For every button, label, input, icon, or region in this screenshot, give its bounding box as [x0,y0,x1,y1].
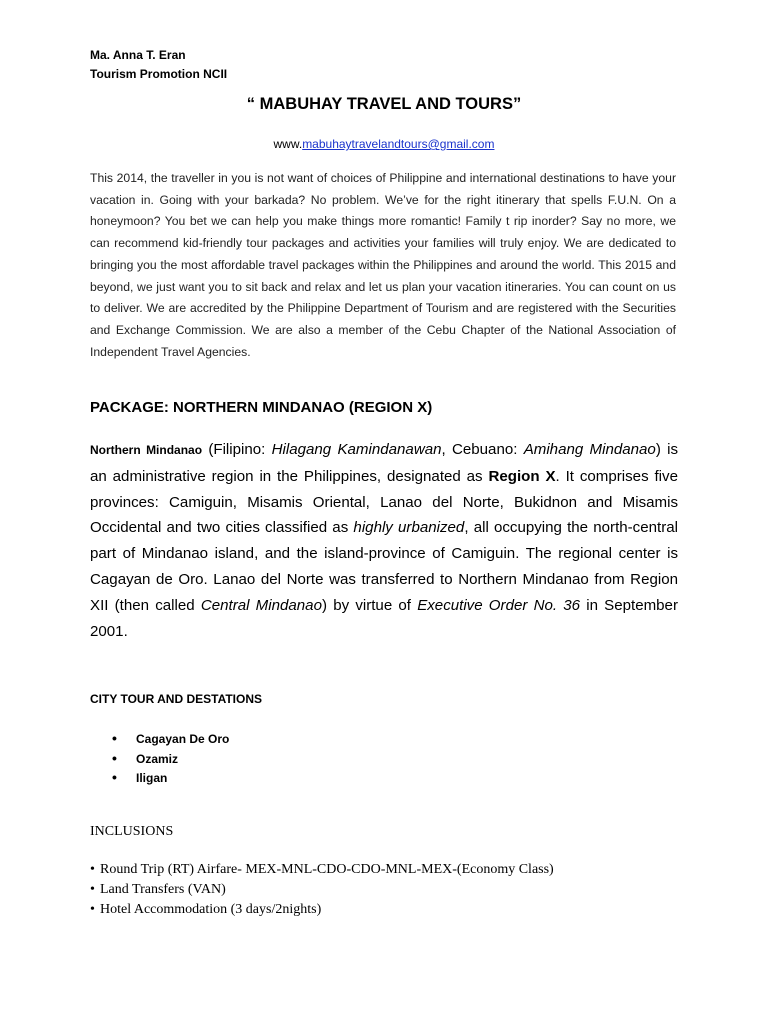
document-title: “ MABUHAY TRAVEL AND TOURS” [246,95,522,113]
bullet-icon: • [90,882,95,897]
inclusion-item: Hotel Accommodation (3 days/2nights) [100,902,322,917]
inclusions-list [90,860,554,920]
highly-urbanized: highly urbanized [353,519,465,537]
city-name: Ozamiz [136,751,179,766]
city-list [112,729,229,788]
region-paragraph [90,437,678,644]
bullet-icon: • [112,749,117,766]
inclusion-item: Land Transfers (VAN) [100,882,226,897]
bullet-icon: • [112,769,117,785]
inclusion-item: Round Trip (RT) Airfare- MEX-MNL-CDO-CDO-MNL-MEX-(Economy Class) [100,862,554,877]
region-designation: Region X [488,467,556,485]
website-link[interactable]: mabuhaytravelandtours@gmail.com [302,137,495,151]
author-name: Ma. Anna T. Eran [90,48,186,62]
bullet-icon: • [112,730,117,746]
region-text: (Filipino: [202,441,272,458]
inclusions-heading: INCLUSIONS [90,824,174,839]
city-name: Iligan [136,771,168,785]
region-lead: Northern Mindanao [90,443,203,457]
author-course: Tourism Promotion NCII [90,67,228,81]
executive-order: Executive Order No. 36 [417,596,581,614]
list-item [112,729,229,749]
list-item [90,900,554,920]
region-text: , all occupying the north-central part of Mindanao island, and the island-province of Camiguin. The regional center is Cagayan de Oro. Lanao del Norte was transferred to Northern Mindanao from Region XII (then called [90,519,678,614]
list-item [90,880,554,900]
region-text: , Cebuano: [441,441,524,458]
region-text: ) is an administrative region in the Philippines, designated as [90,441,678,485]
city-name: Cagayan De Oro [136,732,230,746]
city-tour-heading: CITY TOUR AND DESTATIONS [90,692,263,706]
package-heading: PACKAGE: NORTHERN MINDANAO (REGION X) [90,399,433,416]
region-text: . It comprises five provinces: Camiguin, Misamis Oriental, Lanao del Norte, Bukidnon and Misamis Occidental and two cities classified as [90,467,678,537]
website-line [0,137,768,151]
bullet-icon: • [90,862,95,877]
list-item [112,768,229,788]
region-text: in September 2001. [90,596,678,640]
list-item [90,860,554,880]
central-mindanao: Central Mindanao [200,596,322,614]
author-block [90,46,227,84]
intro-paragraph: This 2014, the traveller in you is not want of choices of Philippine and international destinations to have your vacation in. Going with your barkada? No problem. We’ve for the right itinerary that spells F.U.N. On a honeymoon? You bet we can help you make things more romantic! Family t rip inorder? Say no more, we can recommend kid-friendly tour packages and activities your families will truly enjoy. We are dedicated to bringing you the most affordable travel packages within the Philippines and around the world. This 2015 and beyond, we just want you to sit back and relax and let us plan your vacation itineraries. You can count on us to deliver. We are accredited by the Philippine Department of Tourism and are registered with the Securities and Exchange Commission. We are also a member of the Cebu Chapter of the National Association of Independent Travel Agencies. [90,171,676,359]
list-item [112,749,229,769]
cebuano-name: Amihang Mindanao [523,441,656,458]
filipino-name: Hilagang Kamindanawan [271,441,442,458]
region-text: ) by virtue of [321,596,418,614]
website-prefix: www. [273,137,303,151]
bullet-icon: • [90,902,95,917]
